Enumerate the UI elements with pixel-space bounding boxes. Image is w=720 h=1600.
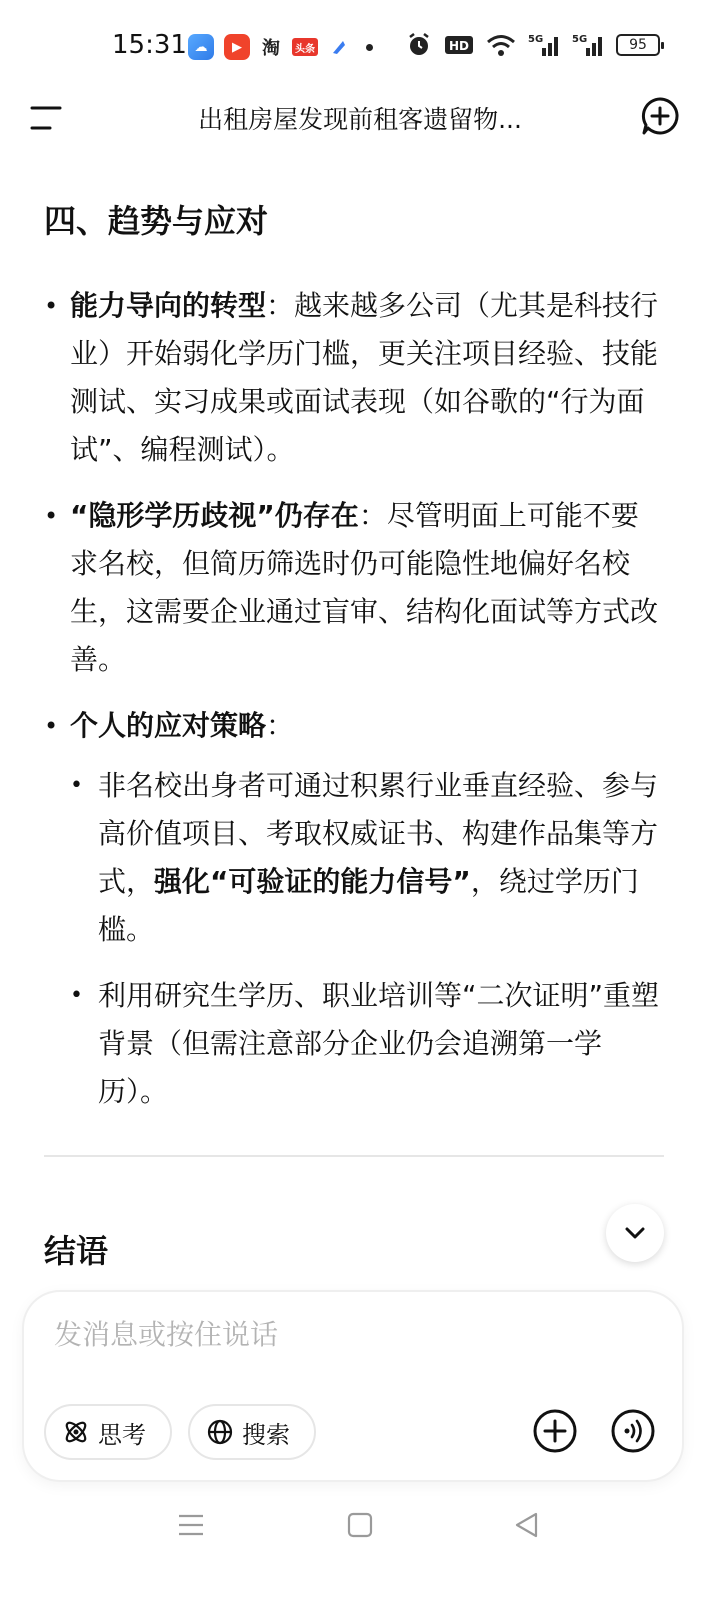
status-bar xyxy=(0,0,720,96)
svg-text:5G: 5G xyxy=(572,34,588,45)
signal-5g-icon xyxy=(528,32,560,58)
list-item xyxy=(70,762,664,954)
back-button[interactable] xyxy=(512,1510,542,1540)
conversation-title[interactable]: 出租房屋发现前租客遗留物... xyxy=(198,105,522,134)
search-label: 搜索 xyxy=(242,1420,290,1449)
notification-icons xyxy=(188,34,373,60)
atom-icon xyxy=(62,1418,90,1446)
divider xyxy=(44,1155,664,1157)
sub-bullet-text: 利用研究生学历、职业培训等“二次证明”重塑背景（但需注意部分企业仍会追溯第一学历）。 xyxy=(98,979,660,1108)
recent-apps-button[interactable] xyxy=(176,1510,206,1540)
bullet-bold: 能力导向的转型 xyxy=(70,289,267,322)
svg-text:HD: HD xyxy=(449,39,470,53)
sub-bullet-bold: 强化“可验证的能力信号” xyxy=(154,865,471,898)
menu-button[interactable] xyxy=(30,100,66,136)
list-item xyxy=(44,702,664,1116)
scroll-to-bottom-button[interactable] xyxy=(606,1204,664,1262)
wifi-icon xyxy=(486,33,516,57)
hd-icon xyxy=(444,34,474,56)
bullet-text: ：越来越多公司（尤其是科技行业）开始弱化学历门槛，更关注项目经验、技能测试、实习成果或面试表现（如谷歌的“行为面试”、编程测试）。 xyxy=(70,289,659,466)
weather-app-icon: ☁ xyxy=(188,34,214,60)
toutiao-icon: 头条 xyxy=(292,38,318,56)
sub-bullet-text: 非名校出身者可通过积累行业垂直经验、参与高价值项目、考取权威证书、构建作品集等方式， xyxy=(98,769,659,898)
composer xyxy=(24,1292,682,1480)
app-icon xyxy=(328,34,350,60)
bullet-text: ：尽管明面上可能不要求名校，但简历筛选时仍可能隐性地偏好名校生，这需要企业通过盲审、结构化面试等方式改善。 xyxy=(70,499,659,676)
video-app-icon: ▶ xyxy=(224,34,250,60)
list-item xyxy=(44,282,664,474)
menu-lines-icon xyxy=(176,1510,206,1540)
taobao-icon: 淘 xyxy=(262,38,280,59)
section-heading: 四、趋势与应对 xyxy=(44,202,269,240)
new-chat-icon xyxy=(640,96,680,136)
sub-bullet-text-after: ，绕过学历门槛。 xyxy=(98,865,639,946)
status-time: 15:31 xyxy=(112,30,187,60)
new-chat-button[interactable] xyxy=(640,96,680,136)
think-toggle[interactable] xyxy=(44,1404,172,1460)
closing-heading: 结语 xyxy=(44,1232,109,1270)
message-input[interactable] xyxy=(54,1318,614,1351)
search-toggle[interactable] xyxy=(188,1404,316,1460)
think-label: 思考 xyxy=(98,1420,146,1449)
svg-text:5G: 5G xyxy=(528,34,544,45)
voice-button[interactable] xyxy=(610,1408,656,1454)
signal-5g-icon-2 xyxy=(572,32,604,58)
chevron-down-icon xyxy=(622,1220,648,1246)
globe-icon xyxy=(206,1418,234,1446)
bullet-list xyxy=(44,282,664,1116)
sub-bullet-list xyxy=(70,762,664,1116)
voice-wave-icon xyxy=(610,1408,656,1454)
top-app-bar xyxy=(0,96,720,140)
system-icons xyxy=(406,32,660,58)
bullet-bold: 个人的应对策略 xyxy=(70,709,267,742)
alarm-icon xyxy=(406,32,432,58)
battery-indicator: 95 xyxy=(616,34,660,56)
message-content xyxy=(44,196,664,1134)
plus-circle-icon xyxy=(532,1408,578,1454)
bullet-text: ： xyxy=(266,709,295,742)
system-navigation-bar xyxy=(0,1500,720,1550)
menu-icon xyxy=(30,100,66,136)
add-attachment-button[interactable] xyxy=(532,1408,578,1454)
list-item xyxy=(44,492,664,684)
back-triangle-icon xyxy=(512,1510,542,1540)
bullet-bold: “隐形学历歧视”仍存在 xyxy=(70,499,359,532)
list-item xyxy=(70,972,664,1116)
more-notifications-dot xyxy=(366,44,373,51)
home-button[interactable] xyxy=(345,1510,375,1540)
square-icon xyxy=(345,1510,375,1540)
